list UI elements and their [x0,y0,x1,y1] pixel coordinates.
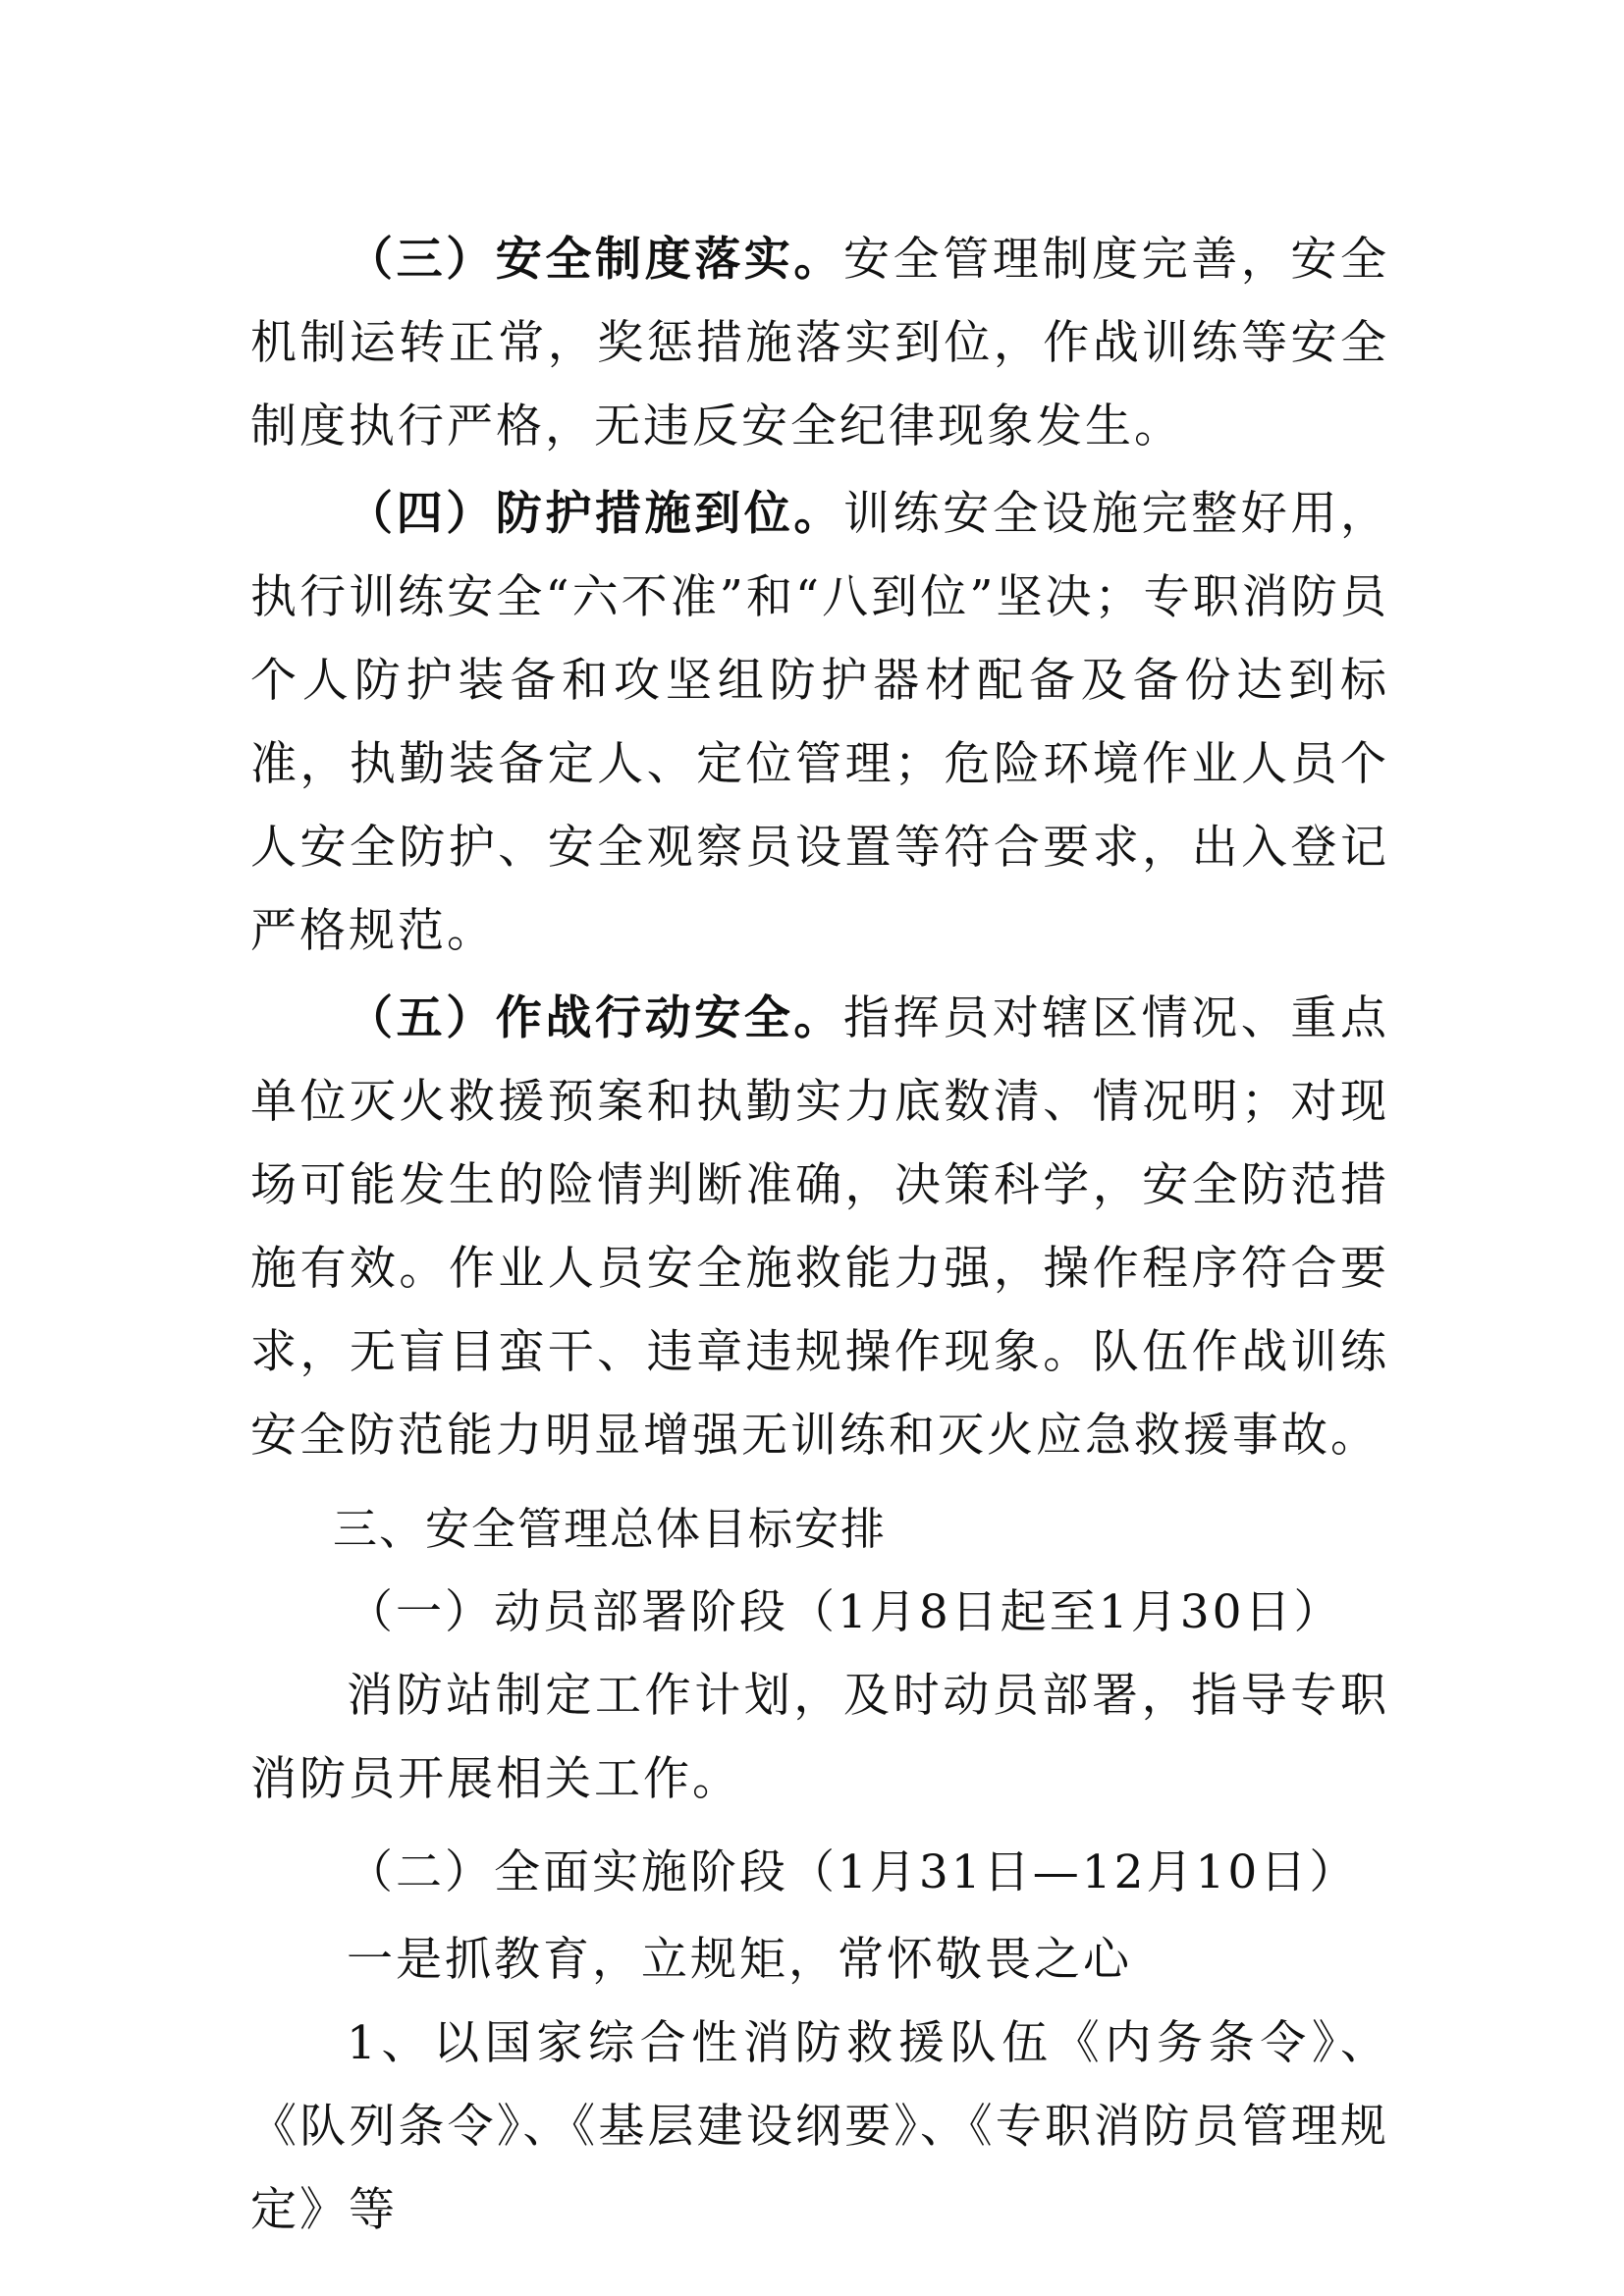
phase-one-title: （一）动员部署阶段（1月8日起至1月30日） [347,1585,1343,1639]
section-four-text: 训练安全设施完整好用，执行训练安全“六不准”和“八到位”坚决；专职消防员个人防护装备和攻坚组防护器材配备及备份达到标准，执勤装备定人、定位管理；危险环境作业人员个人安全防护、安全观察员设置等符合要求，出入登记严格规范。 [250,487,1389,958]
item-one-title: 一是抓教育，立规矩，常怀敬畏之心 [347,1933,1132,1987]
section-four-lead: （四）防护措施到位。 [347,487,843,541]
phase-two-title: （二）全面实施阶段（1月31日—12月10日） [347,1845,1359,1899]
document-body [250,218,1389,2252]
section-three-lead: （三）安全制度落实。 [347,233,843,287]
phase-one-text: 消防站制定工作计划，及时动员部署，指导专职消防员开展相关工作。 [250,1669,1389,1806]
section-three-text: 安全管理制度完善，安全机制运转正常，奖惩措施落实到位，作战训练等安全制度执行严格，无违反安全纪律现象发生。 [250,233,1389,454]
section-four-paragraph [250,472,1389,973]
section-five-text: 指挥员对辖区情况、重点单位灭火救援预案和执勤实力底数清、情况明；对现场可能发生的险情判断准确，决策科学，安全防范措施有效。作业人员安全施救能力强，操作程序符合要求，无盲目蛮干、违章违规操作现象。队伍作战训练安全防范能力明显增强无训练和灭火应急救援事故。 [250,991,1389,1463]
heading-three: 三、安全管理总体目标安排 [333,1503,888,1555]
item-one-point-one: 1、以国家综合性消防救援队伍《内务条令》、《队列条令》、《基层建设纲要》、《专职消防员管理规定》等 [250,2016,1389,2237]
section-five-paragraph [250,977,1389,1477]
section-five-lead: （五）作战行动安全。 [347,991,843,1045]
section-three-paragraph [250,218,1389,468]
